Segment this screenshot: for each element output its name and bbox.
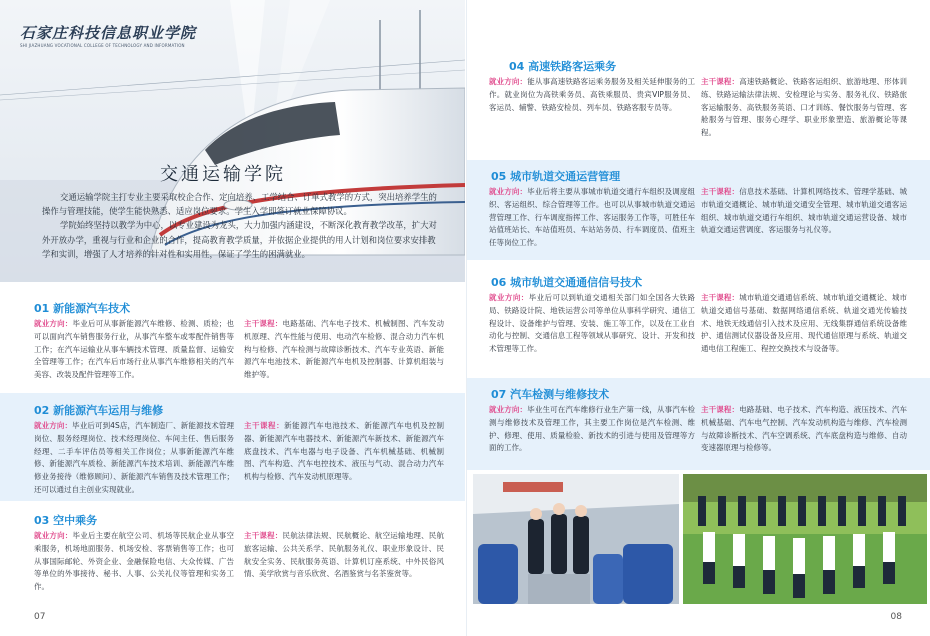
right-page [466, 0, 930, 636]
intro-text [42, 190, 440, 261]
section-03-courses [244, 530, 444, 581]
employment-label: 就业方向： [489, 77, 528, 86]
page-title: 交通运输学院 [160, 164, 286, 185]
section-06-courses [701, 292, 907, 356]
section-title-06: 06 城市轨道交通通信信号技术 [491, 276, 643, 289]
train-cabin-photo [473, 474, 679, 604]
employment-text: 毕业后可以到轨道交通相关部门如全国各大铁路局、铁路设计院、地铁运营公司等单位从事科学研究、通信工程设计、设备维护与管理、安装、施工等工作，以及在工业自动化与控制、交通信息工程等领域从事研究、设计、开发和技术管理等工作。 [489, 293, 696, 354]
page-number-right: 08 [890, 612, 902, 622]
courses-text: 新能源汽车电池技术、新能源汽车电机及控制器、新能源汽车电器技术、新能源汽车新技术、新能源汽车底盘技术、汽车电器与电子设备、汽车机械基础、机械制图、汽车构造、汽车电控技术、液压与气动、混合动力汽车机构与检修、汽车发动机原理等。 [244, 421, 445, 482]
college-logo [20, 22, 196, 43]
employment-text: 毕业后主要在航空公司、机场等民航企业从事空乘服务，机场地面服务、机场安检、客票销售等工作；也可从事国际邮轮、外资企业、金融保险电信、大众传媒、广告等单位的外事接待、秘书、人事、公关礼仪等管理和实务工作。 [34, 531, 234, 592]
college-name-en: SHI JIAZHUANG VOCATIONAL COLLEGE OF TECHNOLOGY AND INFORMATION [20, 43, 185, 48]
employment-label: 就业方向： [34, 421, 73, 430]
section-05-courses [701, 186, 907, 237]
courses-text: 信息技术基础、计算机网络技术、管理学基础、城市轨道交通概论、城市轨道交通安全管理、城市轨道交通客运组织、城市轨道交通行车组织、城市轨道交通运营设备、城市轨道交通运营调度、客运服务与礼仪等。 [701, 187, 908, 235]
employment-label: 就业方向： [34, 319, 73, 328]
students-formation-photo [683, 474, 927, 604]
section-02-courses [244, 420, 444, 484]
section-03-employment [34, 530, 234, 594]
intro-paragraph-2: 学院始终坚持以教学为中心，以专业建设为龙头，大力加强内涵建设，不断深化教育教学改革，扩大对外开放办学，重视与行业和企业的合作，提高教育教学质量，并依据企业提供的用人计划和岗位要求安排教学和实训，增强了人才培养的针对性和实用性，保证了学生的困满就业。 [42, 220, 437, 259]
courses-text: 城市轨道交通通信系统、城市轨道交通概论、城市轨道交通信号基础、数据网络通信系统、轨道交通光传输技术、地铁无线通信引入技术及应用、无线集群通信系统设备维护、通信测试仪器设备及应用、现代通信原理与系统、轨道交通电信工程施工、程控交换技术与设备等。 [701, 293, 908, 354]
employment-label: 就业方向： [489, 293, 529, 302]
employment-label: 就业方向： [34, 531, 73, 540]
section-02-employment [34, 420, 234, 497]
section-title-02: 02 新能源汽车运用与维修 [34, 404, 164, 417]
courses-label: 主干课程： [701, 293, 740, 302]
hero-banner [0, 0, 465, 282]
intro-paragraph-1: 交通运输学院主打专业主要采取校企合作、定向培养、工学结合、订单式教学的方式，突出培养学生的操作与管理技能，使学生能快熟悉、适应岗位要求。学生入学即签订就业保障协议。 [42, 192, 437, 217]
employment-text: 毕业生可在汽车维修行业生产第一线，从事汽车检测与维修技术及管理工作，其主要工作岗位是汽车检测、维护、修理、使用、质量检验、新技术的引进与使用及管理等方面的工作。 [489, 405, 696, 453]
section-07-courses [701, 404, 907, 455]
section-01-courses [244, 318, 444, 382]
section-04-courses [701, 76, 907, 140]
courses-text: 民航法律法规、民航概论、航空运输地理、民航旅客运输、公共关系学、民航服务礼仪、职业形象设计、民航安全实务、民航服务英语、计算机订座系统、中外民俗风情、美学欣赏与音乐欣赏、名酒鉴赏与名茶鉴赏等。 [244, 531, 444, 579]
courses-text: 电路基础、汽车电子技术、机械制图、汽车发动机原理、汽车性能与使用、电动汽车检修、混合动力汽车机构与检修、汽车检测与故障诊断技术、汽车专业英语、新能源汽车电池技术、新能源汽车电机及控制器、计算机组装与维护等。 [244, 319, 444, 380]
section-07-employment [489, 404, 695, 455]
courses-text: 高速铁路概论、铁路客运组织、旅游地理、形体训练、铁路运输法律法规、安检理论与实务、服务礼仪、铁路旅客运输服务、高铁服务英语、口才训练、餐饮服务与管理、客舱服务与管理、服务心理学、职业形象塑造、旅游概论等课程。 [701, 77, 908, 138]
employment-text: 能从事高速铁路客运乘务服务及相关延伸服务的工作。就业岗位为高铁乘务员、高铁乘服员、贵宾VIP服务员、客运员、辅警、铁路安检员、列车员、铁路客服专员等。 [489, 77, 696, 112]
courses-label: 主干课程： [701, 77, 740, 86]
section-05-employment [489, 186, 695, 250]
page-number-left: 07 [34, 612, 46, 622]
courses-label: 主干课程： [244, 421, 285, 430]
employment-text: 毕业后可到4S店，汽车制造厂、新能源技术管理岗位、服务经理岗位、技术经理岗位、车间主任、售后服务经理、二手车评估员等相关工作岗位；从事新能源汽车维修、新能源汽车质检、新能源汽车技术培训、新能源汽车维修业务接待（维修顾问）、新能源汽车销售及技术管理工作；还可以通过自主创业实现就业。 [34, 421, 235, 494]
college-name: 石家庄科技信息职业学院 [20, 24, 197, 42]
section-title-03: 03 空中乘务 [34, 514, 98, 527]
courses-label: 主干课程： [244, 319, 283, 328]
section-01-employment [34, 318, 234, 382]
courses-label: 主干课程： [701, 405, 740, 414]
section-title-05: 05 城市轨道交通运营管理 [491, 170, 621, 183]
employment-label: 就业方向： [489, 405, 528, 414]
employment-text: 毕业后可从事新能源汽车维修、检测、质检；也可以面向汽车销售服务行业，从事汽车整车或零配件销售等工作；在汽车运输业从事车辆技术管理、质量监督、运输安全管理等工作；在汽车后市场行业从事汽车维修相关的汽车美容、改装及配件管理等工作。 [34, 319, 234, 380]
section-title-04: 04 高速铁路客运乘务 [509, 60, 617, 73]
section-title-01: 01 新能源汽车技术 [34, 302, 131, 315]
courses-text: 电路基础、电子技术、汽车构造、液压技术、汽车机械基础、汽车电气控制、汽车发动机构造与维修、汽车检测与故障诊断技术、汽车空调系统、汽车底盘构造与维修、自动变速器原理与检修等。 [701, 405, 908, 453]
employment-text: 毕业后将主要从事城市轨道交通行车组织及调度组织、客运组织、综合管理等工作。也可以从事城市轨道交通运营管理工作、行车调度指挥工作、客运服务工作等，可胜任车站值班站长、车站值班员、车站站务员、行车调度员、值班主任等岗位工作。 [489, 187, 696, 248]
employment-label: 就业方向： [489, 187, 528, 196]
courses-label: 主干课程： [244, 531, 283, 540]
section-06-employment [489, 292, 695, 356]
courses-label: 主干课程： [701, 187, 740, 196]
section-title-07: 07 汽车检测与维修技术 [491, 388, 610, 401]
section-04-employment [489, 76, 695, 114]
